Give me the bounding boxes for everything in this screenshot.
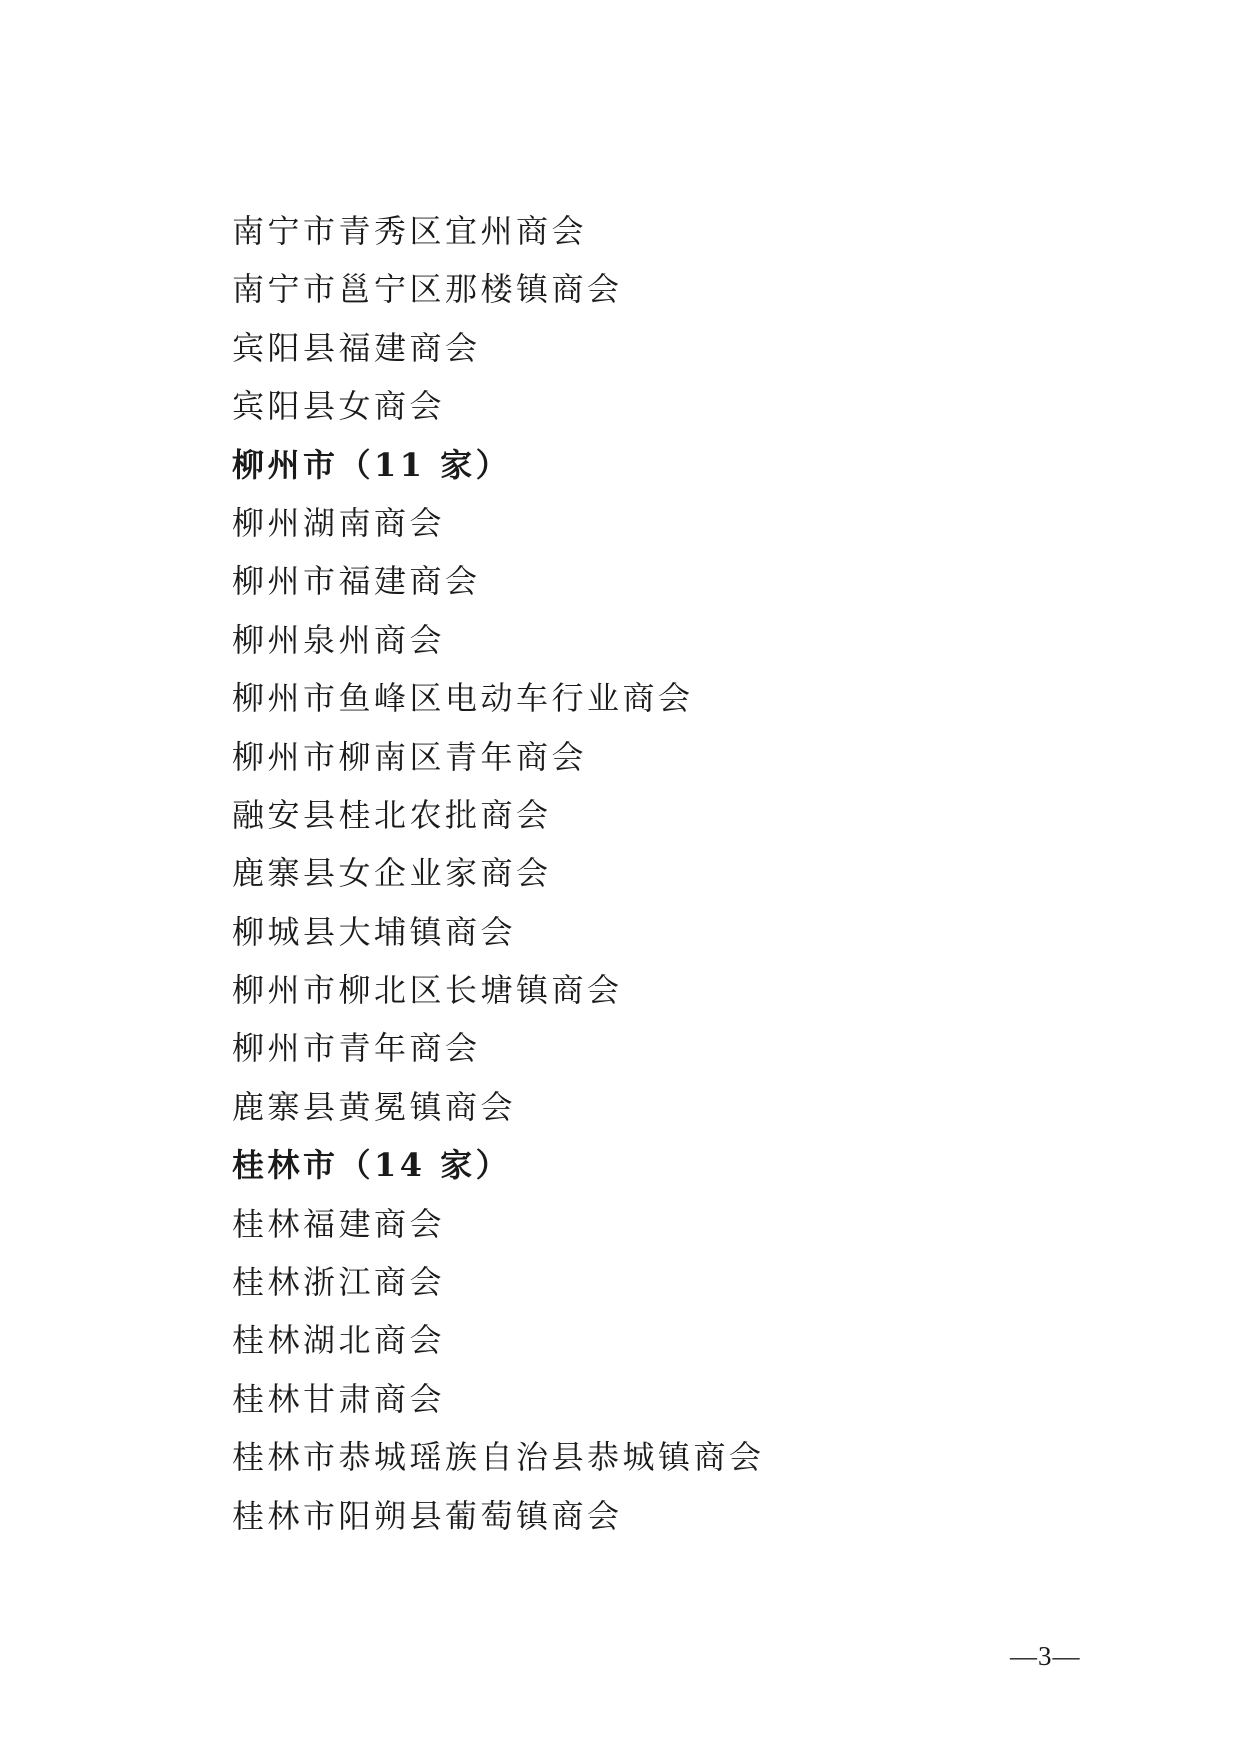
list-item: 桂林湖北商会 bbox=[232, 1321, 446, 1360]
list-item: 融安县桂北农批商会 bbox=[232, 795, 552, 834]
document-list bbox=[232, 212, 765, 1545]
list-item: 宾阳县女商会 bbox=[232, 387, 446, 426]
list-item: 南宁市青秀区宜州商会 bbox=[232, 212, 588, 250]
section-heading: 柳州市（11 家） bbox=[232, 445, 512, 484]
list-item: 桂林福建商会 bbox=[232, 1204, 446, 1243]
list-item: 柳州市柳南区青年商会 bbox=[232, 737, 588, 776]
list-item: 柳州泉州商会 bbox=[232, 620, 446, 659]
list-item: 鹿寨县黄冕镇商会 bbox=[232, 1087, 517, 1126]
list-item: 宾阳县福建商会 bbox=[232, 328, 481, 367]
section-heading: 桂林市（14 家） bbox=[232, 1146, 512, 1185]
page-number: —3— bbox=[1010, 1641, 1081, 1671]
list-item: 柳州市柳北区长塘镇商会 bbox=[232, 971, 623, 1010]
list-item: 桂林市恭城瑶族自治县恭城镇商会 bbox=[232, 1438, 765, 1477]
list-item: 柳州市青年商会 bbox=[232, 1029, 481, 1068]
list-item: 柳州市福建商会 bbox=[232, 562, 481, 601]
list-item: 桂林市阳朔县葡萄镇商会 bbox=[232, 1496, 623, 1535]
list-item: 柳城县大埔镇商会 bbox=[232, 912, 517, 951]
list-item: 桂林浙江商会 bbox=[232, 1263, 446, 1302]
list-item: 柳州市鱼峰区电动车行业商会 bbox=[232, 679, 694, 718]
list-item: 南宁市邕宁区那楼镇商会 bbox=[232, 270, 623, 309]
list-item: 鹿寨县女企业家商会 bbox=[232, 854, 552, 893]
list-item: 桂林甘肃商会 bbox=[232, 1379, 446, 1418]
list-item: 柳州湖南商会 bbox=[232, 503, 446, 542]
